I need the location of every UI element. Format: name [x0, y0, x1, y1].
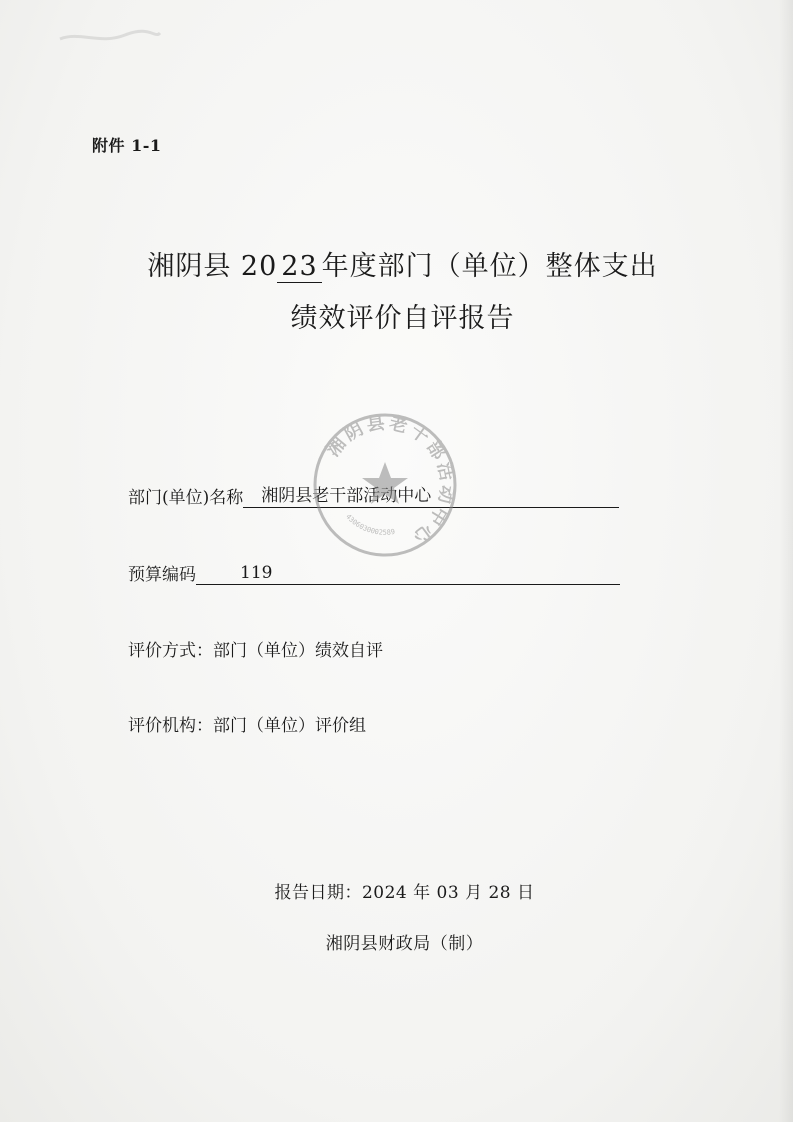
title-year: 23: [277, 252, 321, 283]
title-suffix: 年度部门（单位）整体支出: [321, 251, 658, 282]
scan-smudge: [55, 25, 165, 49]
issuer: 湘阴县财政局（制）: [325, 934, 484, 954]
budget-code-value: 119: [196, 562, 620, 585]
attachment-label: 附件 1-1: [92, 136, 162, 155]
department-name-label: 部门(单位)名称: [128, 488, 244, 508]
title-prefix: 湘阴县 20: [147, 251, 278, 282]
seal-text: 湘阴县老干部活动中心: [322, 412, 458, 549]
department-name-value: 湘阴县老干部活动中心: [243, 485, 619, 508]
report-title-line-2: 绩效评价自评报告: [290, 303, 515, 334]
report-date: 报告日期：2024 年 03 月 28 日: [274, 883, 535, 903]
seal-star-icon: [362, 462, 408, 504]
report-title-line-1: [6, 244, 793, 283]
svg-text:4306030002589: [344, 513, 395, 537]
official-seal: [310, 410, 460, 560]
evaluation-method: 评价方式：部门（单位）绩效自评: [128, 641, 383, 661]
budget-code-label: 预算编码: [128, 565, 196, 585]
seal-number: 4306030002589: [344, 512, 396, 537]
evaluation-organization: 评价机构：部门（单位）评价组: [128, 716, 366, 736]
budget-code-field: [128, 560, 620, 585]
